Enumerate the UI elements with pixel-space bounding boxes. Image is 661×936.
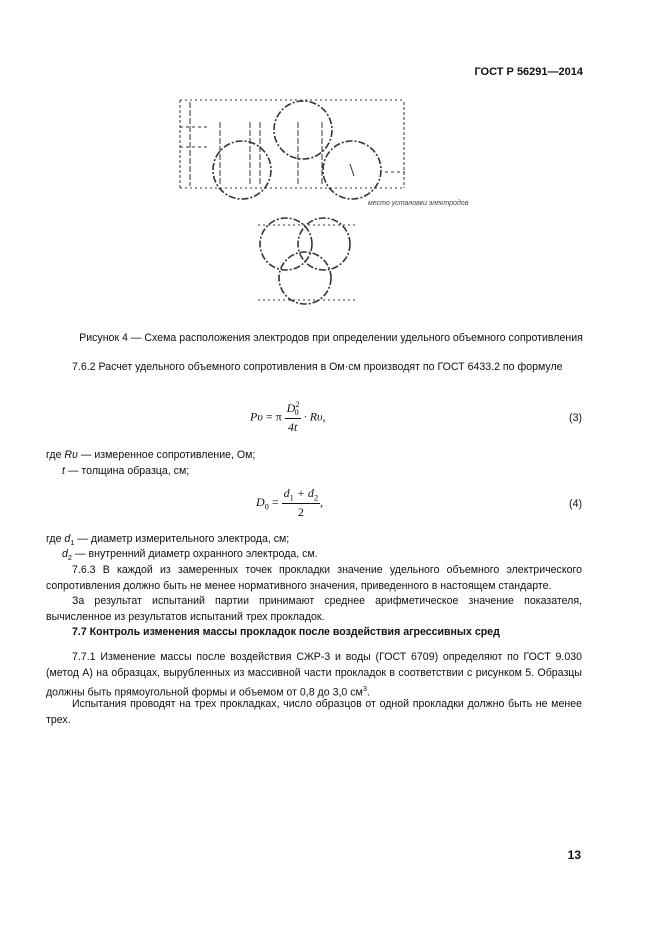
legend-d1 [46,533,289,547]
paragraph-7-7-1-end: . [366,686,370,699]
legend-t-text: — толщина образца, см; [64,465,190,477]
formula-3-den: 4t [288,420,298,435]
legend-d2 [62,548,318,562]
formula-3-fraction [285,400,301,435]
paragraph-7-7-1-sup: 3 [362,684,367,693]
lower-circle-bottom [279,252,331,304]
formula-4-number: (4) [569,498,582,510]
formula-4-lhs-sub: 0 [264,502,269,512]
paragraph-7-7-1-text: 7.7.1 Изменение массы после воздействия СЖР-3 и воды (ГОСТ 6709) определяют по ГОСТ 9.030 (метод А) на образцах, вырубленных из массивной части прокладок в соответствии с рисунком 5. Образцы должны быть прямоугольной формы и объемом от 0,8 до 3,0 см [46,651,582,699]
electrode-circle-top [274,101,332,159]
paragraph-7-7-1 [46,650,582,701]
figure-annotation: место установки электродов [368,200,469,207]
leader-line [350,164,354,176]
legend-rv-var: Rυ [64,449,78,461]
formula-4 [256,486,323,520]
formula-4-eq: = [271,494,279,509]
paragraph-result: За результат испытаний партии принимают среднее арифметическое значение показателя, вычисленное из результатов испытаний трех прокладок. [46,595,582,623]
lower-circle-right [298,218,350,270]
legend-d2-sub: 2 [67,553,73,563]
formula-4-tail: , [320,494,324,509]
legend-d1-var: d [64,533,71,545]
formula-4-den: 2 [297,505,304,520]
electrode-circle-left [213,141,271,199]
formula-3-num: D [286,401,296,415]
legend-t-var: t [62,465,65,477]
figure-caption: Рисунок 4 — Схема расположения электродов при определении удельного объемного сопротивления [79,332,583,344]
legend-d2-var: d [62,548,68,560]
section-7-7-title: 7.7 Контроль изменения массы прокладок после воздействия агрессивных сред [72,626,500,638]
formula-3-sub: 0 [294,408,299,418]
legend-rv: где Rυ — измеренное сопротивление, Ом; [46,449,256,461]
page-number: 13 [567,848,581,862]
formula-3-number: (3) [569,412,582,424]
paragraph-7-6-3: 7.6.3 В каждой из замеренных точек прокладки значение удельного объемного электрического сопротивления должно быть не менее нормативного значения, приведенного в настоящем стандарте. [46,564,582,592]
figure-electrode-layout [150,92,480,320]
lower-circle-left [260,218,312,270]
legend-d1-sub: 1 [70,538,75,548]
formula-3-lhs: Pυ [250,409,263,424]
legend-d2-text: — внутренний диаметр охранного электрода, см. [72,548,318,560]
formula-3-sup: 2 [295,400,300,409]
formula-4-lhs: D [256,494,265,509]
legend-rv-text: — измеренное сопротивление, Ом; [77,449,256,461]
legend-t [62,465,189,477]
formula-3-eq: = π [265,409,282,424]
formula-4-num-d2: + d [293,486,314,500]
formula-4-num-d1: d [283,486,290,500]
formula-4-num-sub2: 2 [313,493,319,503]
formula-4-fraction [282,486,320,520]
document-code: ГОСТ Р 56291—2014 [474,66,583,78]
formula-4-num-sub1: 1 [289,493,294,503]
paragraph-tests: Испытания проводят на трех прокладках, число образцов от одной прокладки должно быть не менее трех. [46,698,582,726]
formula-3-rhs: · Rυ, [303,409,326,424]
paragraph-7-6-2: 7.6.2 Расчет удельного объемного сопротивления в Ом·см производят по ГОСТ 6433.2 по формуле [72,361,563,373]
formula-3 [250,400,326,435]
legend-d1-pre: где [46,533,65,545]
legend-d1-text: — диаметр измерительного электрода, см; [74,533,290,545]
